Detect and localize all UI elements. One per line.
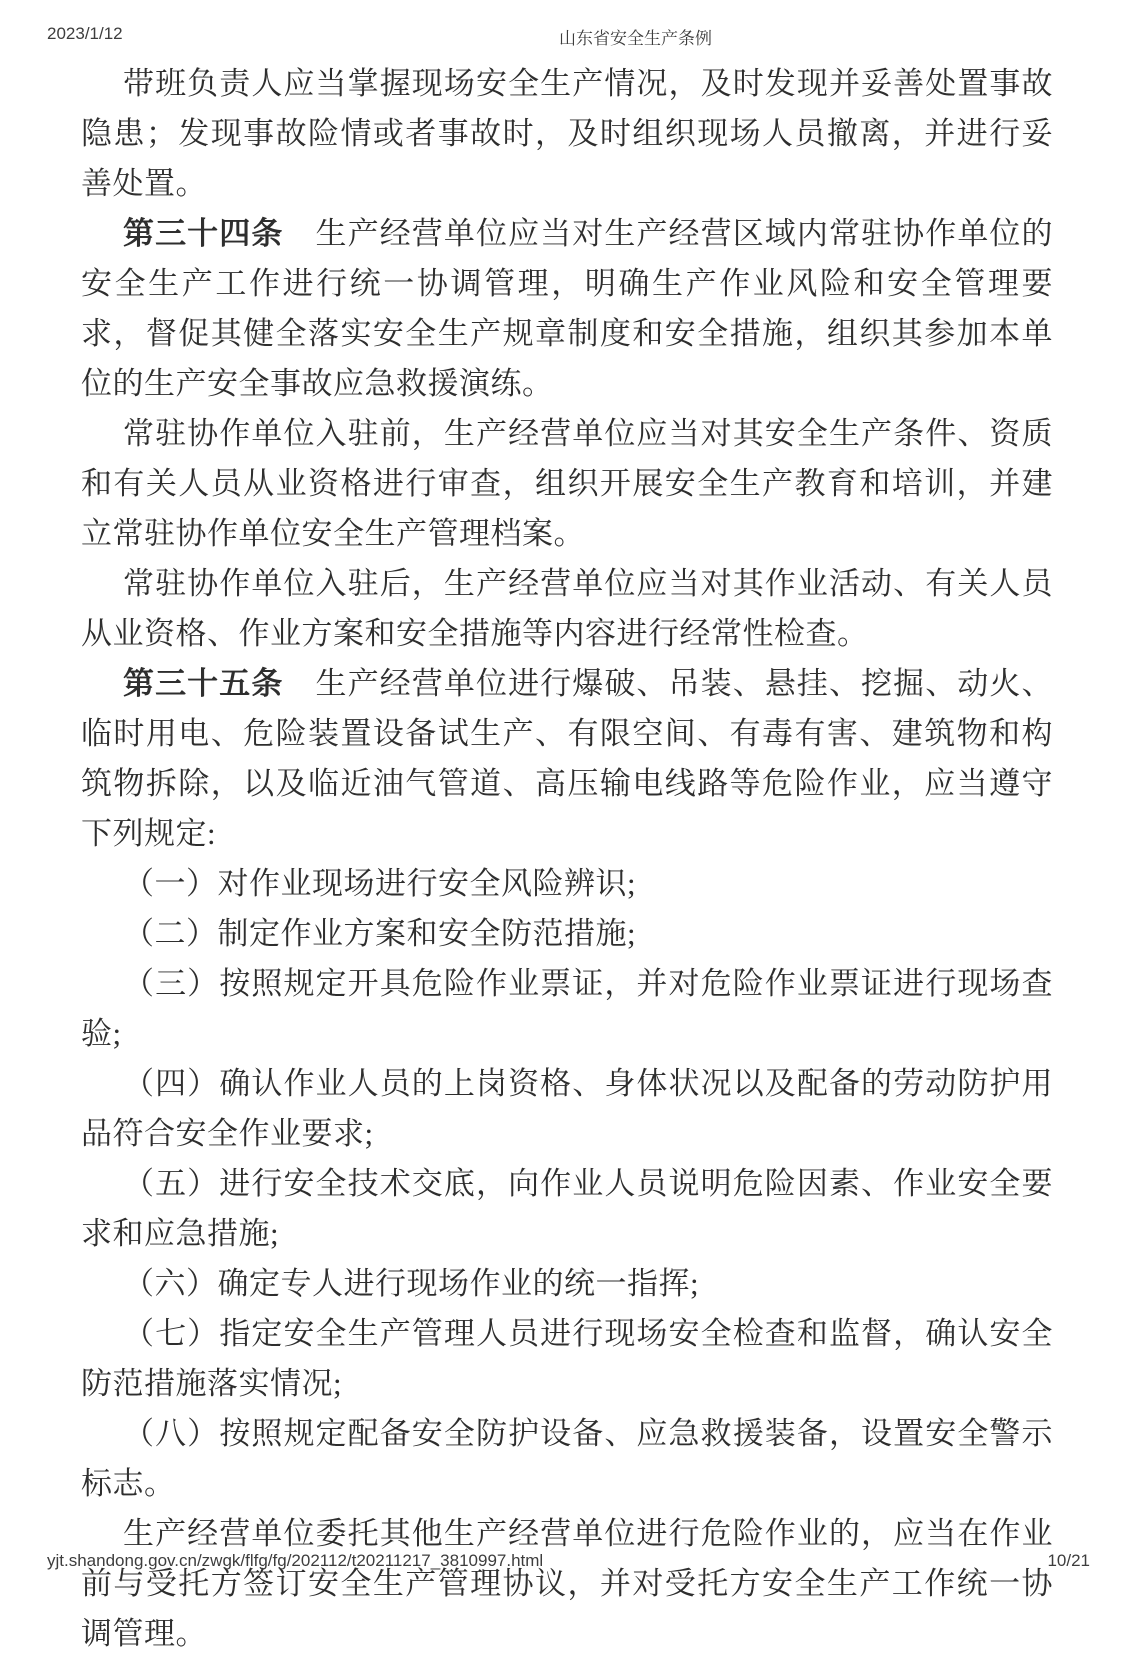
paragraph-text: 常驻协作单位入驻前，生产经营单位应当对其安全生产条件、资质和有关人员从业资格进行审查，组织开展安全生产教育和培训，并建立常驻协作单位安全生产管理档案。 [81, 416, 1053, 551]
paragraph-text: （二）制定作业方案和安全防范措施; [123, 916, 637, 951]
paragraph-text: （六）确定专人进行现场作业的统一指挥; [123, 1266, 700, 1301]
list-item-4 [81, 1059, 1053, 1159]
paragraph-text: 生产经营单位应当对生产经营区域内常驻协作单位的安全生产工作进行统一协调管理，明确生产作业风险和安全管理要求，督促其健全落实安全生产规章制度和安全措施，组织其参加本单位的生产安全事故应急救援演练。 [81, 216, 1054, 401]
paragraph-text: （三）按照规定开具危险作业票证，并对危险作业票证进行现场查验; [81, 966, 1053, 1051]
article-number: 第三十五条 [123, 666, 284, 701]
document-body [81, 59, 1053, 1659]
paragraph-article-35 [81, 659, 1053, 859]
list-item-5 [81, 1159, 1053, 1259]
list-item-8 [81, 1409, 1053, 1509]
paragraph-text: 生产经营单位进行爆破、吊装、悬挂、挖掘、动火、临时用电、危险装置设备试生产、有限空间、有毒有害、建筑物和构筑物拆除，以及临近油气管道、高压输电线路等危险作业，应当遵守下列规定: [81, 666, 1054, 851]
paragraph-text: 常驻协作单位入驻后，生产经营单位应当对其作业活动、有关人员从业资格、作业方案和安全措施等内容进行经常性检查。 [81, 566, 1053, 651]
print-footer-page-number: 10/21 [1047, 1551, 1090, 1570]
paragraph [81, 1509, 1053, 1659]
paragraph-text: 带班负责人应当掌握现场安全生产情况，及时发现并妥善处置事故隐患；发现事故险情或者事故时，及时组织现场人员撤离，并进行妥善处置。 [81, 66, 1053, 201]
article-number: 第三十四条 [123, 216, 284, 251]
paragraph-text: （五）进行安全技术交底，向作业人员说明危险因素、作业安全要求和应急措施; [81, 1166, 1053, 1251]
paragraph-text: （一）对作业现场进行安全风险辨识; [123, 866, 637, 901]
list-item-2 [81, 909, 1053, 959]
paragraph-text: （七）指定安全生产管理人员进行现场安全检查和监督，确认安全防范措施落实情况; [81, 1316, 1053, 1401]
list-item-3 [81, 959, 1053, 1059]
print-header-title: 山东省安全生产条例 [559, 29, 712, 48]
paragraph-article-34 [81, 209, 1053, 409]
paragraph [81, 409, 1053, 559]
list-item-1 [81, 859, 1053, 909]
paragraph-text: （八）按照规定配备安全防护设备、应急救援装备，设置安全警示标志。 [81, 1416, 1053, 1501]
paragraph [81, 59, 1053, 209]
list-item-7 [81, 1309, 1053, 1409]
print-footer-url: yjt.shandong.gov.cn/zwgk/flfg/fg/202112/t20211217_3810997.html [47, 1551, 544, 1570]
paragraph-text: 生产经营单位委托其他生产经营单位进行危险作业的，应当在作业前与受托方签订安全生产管理协议，并对受托方安全生产工作统一协调管理。 [81, 1516, 1053, 1651]
paragraph [81, 559, 1053, 659]
print-header-date: 2023/1/12 [47, 24, 123, 43]
paragraph-text: （四）确认作业人员的上岗资格、身体状况以及配备的劳动防护用品符合安全作业要求; [81, 1066, 1053, 1151]
list-item-6 [81, 1259, 1053, 1309]
